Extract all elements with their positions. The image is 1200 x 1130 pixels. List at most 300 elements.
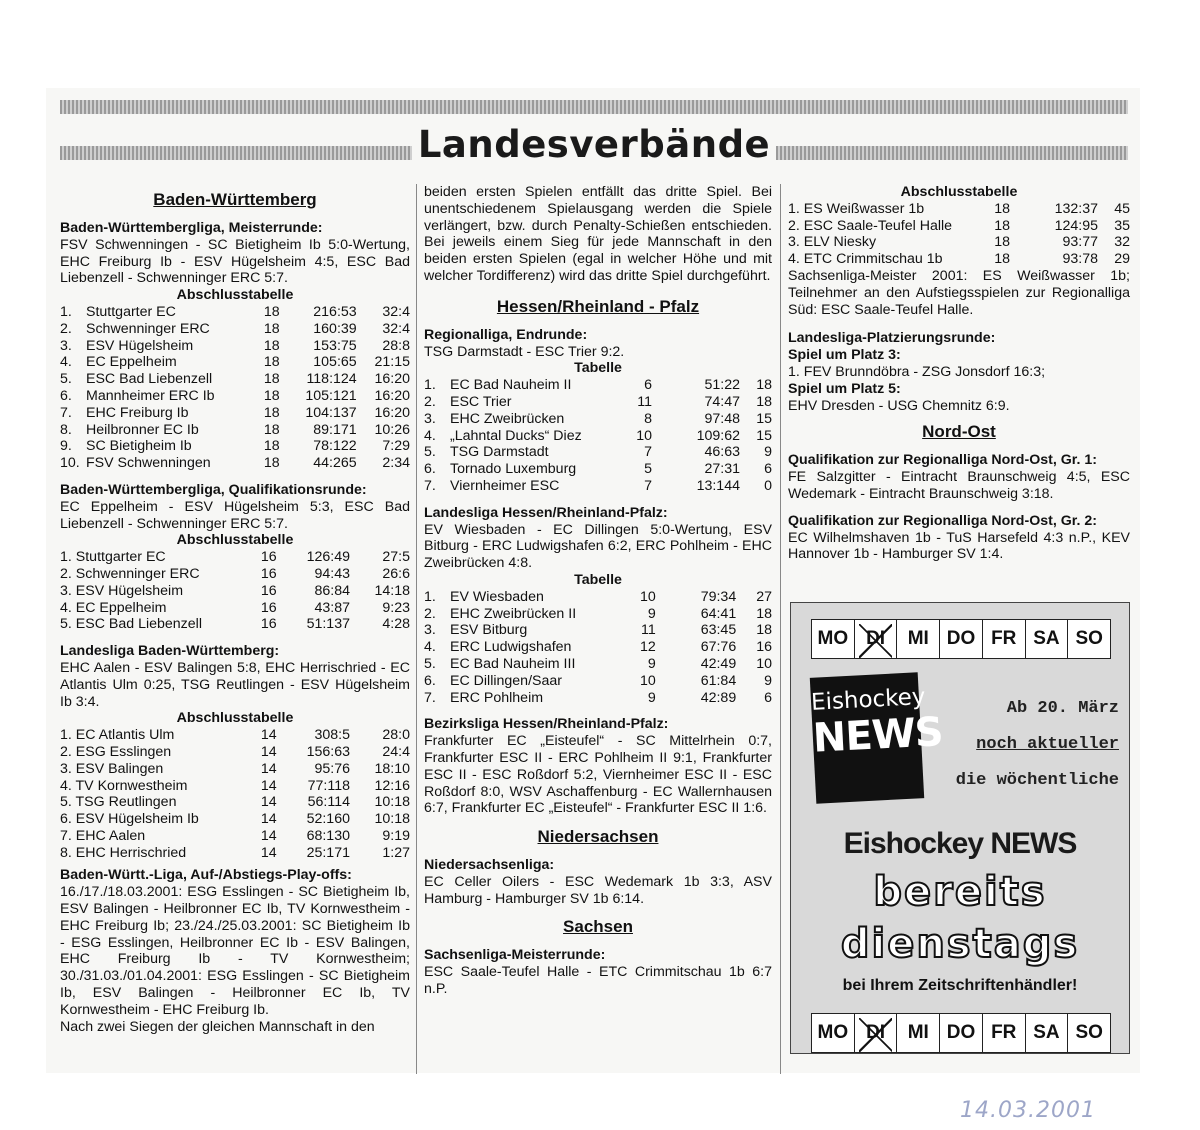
table-cell: 14 xyxy=(260,794,277,811)
table-cell: 4. TV Kornwestheim xyxy=(60,777,188,794)
table-cell: 18 xyxy=(994,234,1010,251)
table-cell: 16:20 xyxy=(374,404,410,421)
table-cell: 0 xyxy=(764,477,772,494)
eishockey-news-advert xyxy=(790,602,1130,1054)
table-cell: 10 xyxy=(636,427,652,444)
table-cell: 45 xyxy=(1114,200,1130,217)
table-cell: EC Bad Nauheim II xyxy=(450,377,572,394)
table-cell: 18 xyxy=(994,251,1010,268)
results-text: ESC Saale-Teufel Halle - ETC Crimmitschau 1b 6:7 n.P. xyxy=(424,964,772,998)
table-cell: 216:53 xyxy=(313,303,357,320)
table-row xyxy=(60,455,410,472)
table-cell: 78:122 xyxy=(313,438,357,455)
table-cell: 93:77 xyxy=(1062,234,1098,251)
table-cell: 9 xyxy=(764,672,772,689)
table-cell: 118:124 xyxy=(306,371,357,388)
table-row xyxy=(424,411,772,428)
results-text: EC Eppelheim - ESV Hügelsheim 5:3, ESC Bad Liebenzell - Schwenninger ERC 5:7. xyxy=(60,498,410,532)
section-heading: Baden-Württ.-Liga, Auf-/Abstiegs-Play-offs: xyxy=(60,867,352,884)
table-cell: 18 xyxy=(263,421,280,438)
table-cell: 2. xyxy=(60,320,72,337)
standings-table xyxy=(60,304,410,472)
header-band-top xyxy=(60,100,1128,114)
standings-table xyxy=(60,727,410,861)
table-row xyxy=(424,639,772,656)
table-cell: 77:118 xyxy=(307,777,350,794)
continued-text: beiden ersten Spielen entfällt das dritte Spiel. Bei unentschiedenem Spielausgang werden die Spiele verlängert, bzw. durch Penalty-Schießen entschieden. Bei jeweils einem Sieg für jede Mannschaft in den beiden ersten Spielen (egal in welcher Höhe und mit welcher Tordifferenz) wird das dritte Spiel durchgeführt. xyxy=(424,184,772,284)
results-text: EC Celler Oilers - ESC Wedemark 1b 3:3, ASV Hamburg - Hamburger SV 1b 6:14. xyxy=(424,873,772,907)
table-cell: 5 xyxy=(644,461,652,478)
table-cell: Mannheimer ERC Ib xyxy=(86,387,215,404)
table-cell: 9:23 xyxy=(382,599,410,616)
table-cell: 64:41 xyxy=(700,605,737,622)
table-cell: 11 xyxy=(637,393,652,410)
table-cell: 156:63 xyxy=(306,743,350,760)
page-title: Landesverbände xyxy=(412,122,776,168)
table-cell: 11 xyxy=(641,622,656,639)
standings-table xyxy=(424,589,772,707)
table-cell: 14 xyxy=(260,844,277,861)
table-row xyxy=(60,438,410,455)
table-row xyxy=(424,394,772,411)
table-cell: 7 xyxy=(644,444,652,461)
weekday-mi: MI xyxy=(897,1014,940,1052)
table-cell: 18 xyxy=(263,455,280,472)
table-cell: 42:89 xyxy=(700,689,737,706)
region-heading: Nord-Ost xyxy=(922,422,996,442)
table-cell: 14 xyxy=(260,727,277,744)
table-cell: 4. xyxy=(424,639,436,656)
table-cell: 2:34 xyxy=(382,455,410,472)
table-row xyxy=(788,218,1130,235)
table-cell: 43:87 xyxy=(314,599,350,616)
table-cell: 6 xyxy=(644,377,652,394)
table-cell: 9:19 xyxy=(382,827,410,844)
table-cell: 18 xyxy=(263,387,280,404)
table-cell: 6. xyxy=(424,461,436,478)
weekday-row-top xyxy=(811,619,1111,659)
results-text: Frankfurter EC „Eisteufel“ - SC Mittelrhein 0:7, Frankfurter ESC II - ERC Pohlheim II 9:1, Frankfurter ESC II - ESC Roßdorf 5:2, Viernheimer ESC II - ESC Roßdorf 8:0, WSV Aschaffenburg - EC Wallernhausen 6:7, Frankfurter EC „Eisteufel“ - Frankfurter ESC II 1:6. xyxy=(424,733,772,817)
table-cell: 8 xyxy=(644,410,652,427)
table-row xyxy=(788,201,1130,218)
section-heading: Qualifikation zur Regionalliga Nord-Ost, Gr. 2: xyxy=(788,512,1098,529)
section-heading: Spiel um Platz 3: xyxy=(788,347,901,364)
table-cell: ESC Bad Liebenzell xyxy=(86,371,213,388)
section-heading: Niedersachsenliga: xyxy=(424,857,555,874)
continued-text: Nach zwei Siegen der gleichen Mannschaft in den xyxy=(60,1018,375,1035)
column-divider xyxy=(416,184,417,1074)
table-cell: 18 xyxy=(263,337,280,354)
table-cell: 6 xyxy=(764,689,772,706)
table-row xyxy=(60,371,410,388)
table-cell: 10 xyxy=(639,588,656,605)
table-cell: 18 xyxy=(756,605,772,622)
table-row xyxy=(60,338,410,355)
table-cell: 16 xyxy=(756,639,772,656)
section-heading: Landesliga-Platzierungsrunde: xyxy=(788,330,996,347)
table-cell: 14:18 xyxy=(374,582,410,599)
table-row xyxy=(60,566,410,583)
table-cell: 27 xyxy=(756,588,772,605)
handwritten-date: 14.03.2001 xyxy=(960,1098,1096,1123)
table-cell: 24:4 xyxy=(382,743,410,760)
table-cell: 160:39 xyxy=(313,320,357,337)
table-cell: 14 xyxy=(260,743,277,760)
table-cell: 126:49 xyxy=(306,549,350,566)
table-cell: 16 xyxy=(260,599,277,616)
table-cell: 8. xyxy=(60,421,72,438)
table-cell: 97:48 xyxy=(704,410,740,427)
advert-headline: dienstags xyxy=(840,921,1080,967)
table-cell: 3. xyxy=(424,622,436,639)
table-cell: Heilbronner EC Ib xyxy=(86,421,199,438)
table-cell: 18 xyxy=(263,404,280,421)
table-row xyxy=(788,234,1130,251)
table-cell: 93:78 xyxy=(1062,251,1098,268)
table-cell: 51:137 xyxy=(306,616,350,633)
table-cell: 6. ESV Hügelsheim Ib xyxy=(60,811,199,828)
advert-line: noch aktueller xyxy=(976,735,1119,754)
results-text: EHV Dresden - USG Chemnitz 6:9. xyxy=(788,397,1010,414)
table-cell: 67:76 xyxy=(700,639,737,656)
table-cell: 18:10 xyxy=(374,760,410,777)
table-title: Abschlusstabelle xyxy=(176,710,294,727)
table-cell: 3. ESV Balingen xyxy=(60,760,164,777)
table-cell: 2. ESG Esslingen xyxy=(60,743,172,760)
table-cell: 5. xyxy=(424,444,436,461)
table-row xyxy=(60,354,410,371)
table-cell: 18 xyxy=(994,217,1010,234)
advert-line: die wöchentliche xyxy=(955,771,1119,790)
table-row xyxy=(424,478,772,495)
table-cell: 32 xyxy=(1114,234,1130,251)
table-title: Abschlusstabelle xyxy=(176,532,294,549)
table-cell: 105:65 xyxy=(313,354,357,371)
table-cell: 14 xyxy=(260,811,277,828)
table-row xyxy=(60,583,410,600)
table-cell: 16:20 xyxy=(374,387,410,404)
table-row xyxy=(60,388,410,405)
table-cell: 4. ETC Crimmitschau 1b xyxy=(788,251,943,268)
table-cell: 9. xyxy=(60,438,72,455)
table-cell: 105:121 xyxy=(305,387,357,404)
table-cell: 3. ESV Hügelsheim xyxy=(60,582,184,599)
weekday-so: SO xyxy=(1075,628,1103,649)
table-cell: 7. xyxy=(424,477,436,494)
table-cell: 8. EHC Herrischried xyxy=(60,844,187,861)
table-title: Abschlusstabelle xyxy=(900,184,1018,200)
table-cell: 46:63 xyxy=(704,444,740,461)
table-cell: 61:84 xyxy=(700,672,737,689)
table-row xyxy=(424,589,772,606)
region-heading: Sachsen xyxy=(563,917,633,937)
table-cell: 68:130 xyxy=(306,827,350,844)
table-cell: 12 xyxy=(639,639,656,656)
results-text: 1. FEV Brunndöbra - ZSG Jonsdorf 16:3; xyxy=(788,363,1046,380)
cross-out-icon xyxy=(859,624,893,658)
table-cell: 1. ES Weißwasser 1b xyxy=(788,200,925,217)
table-row xyxy=(60,778,410,795)
table-row xyxy=(60,744,410,761)
table-row xyxy=(60,727,410,744)
table-cell: EC Dillingen/Saar xyxy=(450,672,562,689)
table-cell: 7. EHC Aalen xyxy=(60,827,146,844)
table-cell: 1. xyxy=(424,377,436,394)
table-cell: 63:45 xyxy=(700,622,737,639)
advert-headline: bereits xyxy=(873,869,1047,915)
table-cell: 7. xyxy=(424,689,436,706)
standings-table xyxy=(424,377,772,495)
standings-table xyxy=(60,549,410,633)
table-row xyxy=(424,622,772,639)
table-row xyxy=(60,405,410,422)
results-text: EHC Aalen - ESV Balingen 5:8, EHC Herrischried - EC Atlantis Ulm 0:25, TSG Reutlingen - ESV Hügelsheim Ib 3:4. xyxy=(60,659,410,710)
table-title: Tabelle xyxy=(574,360,622,377)
table-cell: 104:137 xyxy=(305,404,357,421)
table-cell: 28:0 xyxy=(382,727,410,744)
weekday-do: DO xyxy=(940,620,983,658)
table-cell: 27:5 xyxy=(382,549,410,566)
table-cell: 56:114 xyxy=(307,794,350,811)
table-cell: 132:37 xyxy=(1054,200,1098,217)
section-heading: Bezirksliga Hessen/Rheinland-Pfalz: xyxy=(424,716,669,733)
table-cell: 79:34 xyxy=(700,588,737,605)
cross-out-icon xyxy=(859,1018,893,1052)
table-cell: 1:27 xyxy=(382,844,410,861)
table-cell: 2. ESC Saale-Teufel Halle xyxy=(788,217,953,234)
section-heading: Baden-Württembergliga, Qualifikationsrunde: xyxy=(60,481,367,498)
weekday-di: DI xyxy=(855,620,898,658)
section-heading: Sachsenliga-Meisterrunde: xyxy=(424,947,606,964)
table-cell: 1. Stuttgarter EC xyxy=(60,549,166,566)
table-cell: 153:75 xyxy=(313,337,357,354)
table-cell: ERC Ludwigshafen xyxy=(450,639,572,656)
table-cell: 5. xyxy=(424,655,436,672)
table-cell: EC Bad Nauheim III xyxy=(450,655,576,672)
table-cell: 10 xyxy=(639,672,656,689)
table-cell: 16 xyxy=(260,549,277,566)
table-row xyxy=(60,304,410,321)
advert-line: Ab 20. März xyxy=(1006,699,1119,718)
table-cell: 28:8 xyxy=(382,337,410,354)
table-row xyxy=(424,444,772,461)
table-cell: 7:29 xyxy=(382,438,410,455)
table-cell: 26:6 xyxy=(382,565,410,582)
table-cell: 10. xyxy=(60,455,80,472)
table-cell: 15 xyxy=(756,427,772,444)
table-cell: EC Eppelheim xyxy=(86,354,177,371)
region-heading: Hessen/Rheinland - Pfalz xyxy=(496,296,700,316)
weekday-so: SO xyxy=(1075,1022,1103,1043)
table-cell: 15 xyxy=(756,410,772,427)
table-cell: 35 xyxy=(1114,217,1130,234)
table-cell: ESC Trier xyxy=(450,393,512,410)
table-cell: 42:49 xyxy=(700,655,737,672)
table-cell: 12:16 xyxy=(374,777,410,794)
table-cell: „Lahntal Ducks“ Diez xyxy=(450,427,582,444)
weekday-fr: FR xyxy=(983,620,1026,658)
table-cell: 14 xyxy=(260,827,277,844)
table-cell: 5. xyxy=(60,371,72,388)
table-row xyxy=(424,377,772,394)
table-cell: 1. xyxy=(60,303,72,320)
table-row xyxy=(424,461,772,478)
table-cell: 9 xyxy=(647,689,656,706)
table-row xyxy=(788,251,1130,268)
eishockey-news-logo: Eishockey NEWS xyxy=(810,672,924,803)
table-cell: 109:62 xyxy=(696,427,740,444)
table-cell: 6 xyxy=(764,461,772,478)
results-text: FSV Schwenningen - SC Bietigheim Ib 5:0-Wertung, EHC Freiburg Ib - ESV Hügelsheim 4:5, ESC Bad Liebenzell - Schwenninger ERC 5:7. xyxy=(60,236,410,287)
section-heading: Spiel um Platz 5: xyxy=(788,380,901,397)
column-hessen xyxy=(424,184,772,998)
table-cell: Schwenninger ERC xyxy=(86,320,210,337)
table-cell: 32:4 xyxy=(382,303,410,320)
table-cell: 3. xyxy=(60,337,72,354)
table-row xyxy=(60,600,410,617)
table-cell: 10 xyxy=(756,655,772,672)
table-cell: 32:4 xyxy=(382,320,410,337)
table-cell: 5. ESC Bad Liebenzell xyxy=(60,616,202,633)
table-cell: 10:26 xyxy=(374,421,410,438)
weekday-mo: MO xyxy=(812,1014,855,1052)
table-cell: FSV Schwenningen xyxy=(86,455,211,472)
results-text: Sachsenliga-Meister 2001: ES Weißwasser 1b; Teilnehmer an den Aufstiegsspielen zur Regionalliga Süd: ESC Saale-Teufel Halle. xyxy=(788,267,1130,318)
table-row xyxy=(60,422,410,439)
table-cell: EHC Zweibrücken xyxy=(450,410,565,427)
standings-table xyxy=(788,201,1130,268)
table-cell: 6. xyxy=(424,672,436,689)
table-cell: 18 xyxy=(263,354,280,371)
table-cell: 25:171 xyxy=(306,844,350,861)
table-cell: 21:15 xyxy=(374,354,410,371)
table-row xyxy=(60,321,410,338)
table-cell: EHC Freiburg Ib xyxy=(86,404,189,421)
table-cell: 14 xyxy=(260,760,277,777)
table-cell: 5. TSG Reutlingen xyxy=(60,794,177,811)
results-text: EV Wiesbaden - EC Dillingen 5:0-Wertung, ESV Bitburg - ERC Ludwigshafen 6:2, ERC Pohlheim - EHC Zweibrücken 4:8. xyxy=(424,521,772,572)
table-cell: 9 xyxy=(647,655,656,672)
table-cell: 7 xyxy=(644,477,652,494)
table-cell: 18 xyxy=(994,200,1010,217)
table-cell: 44:265 xyxy=(313,455,357,472)
table-title: Abschlusstabelle xyxy=(176,287,294,304)
region-heading: Niedersachsen xyxy=(537,827,659,847)
table-row xyxy=(60,828,410,845)
table-cell: 16 xyxy=(260,582,277,599)
table-row xyxy=(60,794,410,811)
table-cell: Viernheimer ESC xyxy=(450,477,560,494)
table-cell: 1. xyxy=(424,588,436,605)
weekday-di: DI xyxy=(855,1014,898,1052)
table-cell: 14 xyxy=(260,777,277,794)
table-row xyxy=(60,811,410,828)
table-cell: 4:28 xyxy=(382,616,410,633)
section-heading: Qualifikation zur Regionalliga Nord-Ost, Gr. 1: xyxy=(788,452,1098,469)
table-row xyxy=(60,761,410,778)
table-cell: 89:171 xyxy=(313,421,357,438)
table-row xyxy=(60,845,410,862)
weekday-fr: FR xyxy=(983,1014,1026,1052)
table-cell: 2. Schwenninger ERC xyxy=(60,565,200,582)
table-row xyxy=(60,616,410,633)
table-row xyxy=(424,656,772,673)
table-cell: 2. xyxy=(424,605,436,622)
table-cell: 9 xyxy=(764,444,772,461)
table-cell: 4. xyxy=(60,354,72,371)
table-cell: 86:84 xyxy=(314,582,350,599)
table-cell: 7. xyxy=(60,404,72,421)
table-cell: 4. xyxy=(424,427,436,444)
column-sachsen-nordost xyxy=(788,184,1130,563)
table-cell: 18 xyxy=(756,622,772,639)
table-cell: 18 xyxy=(756,377,772,394)
table-cell: 124:95 xyxy=(1054,217,1098,234)
section-heading: Landesliga Baden-Württemberg: xyxy=(60,643,280,660)
column-baden-wuerttemberg xyxy=(60,184,410,1035)
section-heading: Baden-Württembergliga, Meisterrunde: xyxy=(60,220,323,236)
table-cell: Stuttgarter EC xyxy=(86,303,176,320)
table-cell: 74:47 xyxy=(704,393,740,410)
advert-retailer-line: bei Ihrem Zeitschriftenhändler! xyxy=(842,977,1078,994)
weekday-do: DO xyxy=(940,1014,983,1052)
weekday-sa: SA xyxy=(1026,620,1069,658)
column-divider xyxy=(780,184,781,1074)
section-heading: Regionalliga, Endrunde: xyxy=(424,326,588,343)
weekday-sa: SA xyxy=(1026,1014,1069,1052)
results-text: FE Salzgitter - Eintracht Braunschweig 4:5, ESC Wedemark - Eintracht Braunschweig 3:18. xyxy=(788,469,1130,502)
table-cell: 2. xyxy=(424,393,436,410)
table-cell: TSG Darmstadt xyxy=(450,444,549,461)
weekday-mo: MO xyxy=(812,620,855,658)
table-cell: 4. EC Eppelheim xyxy=(60,599,167,616)
section-heading: Landesliga Hessen/Rheinland-Pfalz: xyxy=(424,504,668,521)
advert-brand: Eishockey NEWS xyxy=(843,827,1077,860)
table-row xyxy=(424,428,772,445)
table-cell: 3. xyxy=(424,410,436,427)
table-cell: 18 xyxy=(263,320,280,337)
results-text: 16./17./18.03.2001: ESG Esslingen - SC Bietigheim Ib, ESV Balingen - Heilbronner EC Ib, TV Kornwestheim - EHC Freiburg Ib; 23./24./25.03.2001: SC Bietigheim Ib - ESG Esslingen, Heilbronner EC Ib - ESV Balingen, EHC Freiburg Ib - TV Kornwestheim; 30./31.03./01.04.2001: ESG Esslingen - SC Bietigheim Ib, ESV Balingen - Heilbronner EC Ib, TV Kornwestheim - EHC Freiburg Ib. xyxy=(60,884,410,1018)
table-cell: 94:43 xyxy=(314,565,350,582)
table-cell: ERC Pohlheim xyxy=(450,689,544,706)
table-row xyxy=(424,690,772,707)
table-cell: 16 xyxy=(260,565,277,582)
table-cell: 10:18 xyxy=(374,811,410,828)
table-cell: 10:18 xyxy=(374,794,410,811)
table-cell: 18 xyxy=(263,438,280,455)
table-cell: 51:22 xyxy=(704,377,740,394)
table-title: Tabelle xyxy=(574,571,622,588)
table-cell: ESV Bitburg xyxy=(450,622,528,639)
results-text: TSG Darmstadt - ESC Trier 9:2. xyxy=(424,343,625,360)
table-cell: 308:5 xyxy=(314,727,350,744)
table-cell: 18 xyxy=(756,393,772,410)
results-text: EC Wilhelmshaven 1b - TuS Harsefeld 4:3 n.P., KEV Hannover 1b - Hamburger SV 1:4. xyxy=(788,529,1130,563)
table-row xyxy=(60,549,410,566)
table-cell: 18 xyxy=(263,371,280,388)
table-cell: 6. xyxy=(60,387,72,404)
table-cell: 95:76 xyxy=(314,760,350,777)
table-cell: 27:31 xyxy=(704,461,740,478)
weekday-row-bottom xyxy=(811,1013,1111,1053)
table-row xyxy=(424,673,772,690)
table-cell: ESV Hügelsheim xyxy=(86,337,194,354)
table-cell: EV Wiesbaden xyxy=(450,588,544,605)
table-cell: 16:20 xyxy=(374,371,410,388)
region-heading: Baden-Württemberg xyxy=(153,190,317,209)
weekday-mi: MI xyxy=(897,620,940,658)
table-cell: 52:160 xyxy=(306,811,350,828)
